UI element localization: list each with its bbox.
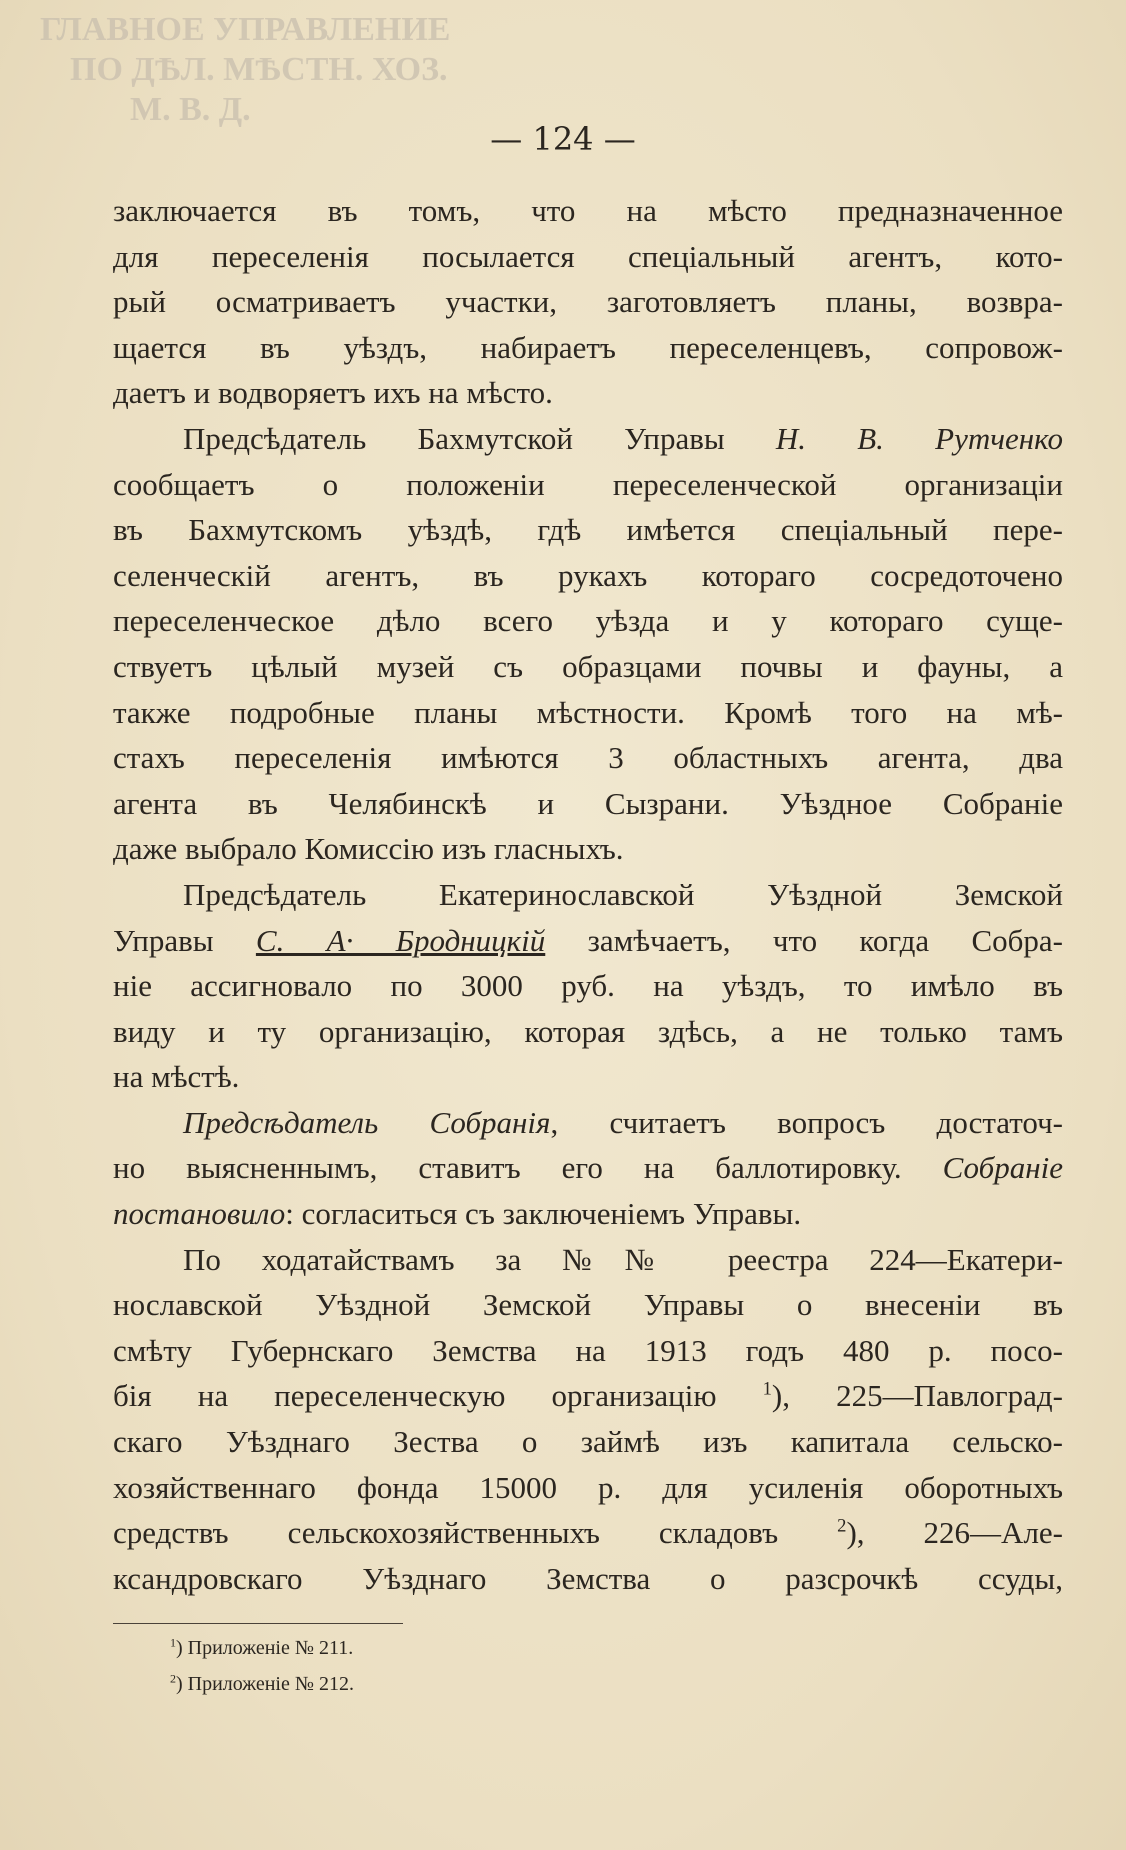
footnotes — [170, 1630, 354, 1702]
text-span: ), 226—Але- — [846, 1515, 1063, 1551]
text-line: заключается въ томъ, что на мѣсто предназначенное — [113, 193, 1063, 228]
text-line: ніе ассигновало по 3000 руб. на уѣздъ, то имѣло въ — [113, 968, 1063, 1004]
text-line: переселенческое дѣло всего уѣзда и у котораго суще- — [113, 603, 1063, 639]
footnote-mark: 1 — [170, 1635, 176, 1650]
text-line — [113, 1145, 1063, 1191]
text-span: Предсѣдатель Бахмутской Управы — [183, 420, 776, 456]
text-line: По ходатайствамъ за №№ реестра 224—Екатери- — [183, 1241, 1063, 1277]
text-span: бія на переселенческую организацію — [113, 1378, 763, 1414]
text-line: селенческій агентъ, въ рукахъ котораго сосредоточено — [113, 557, 1063, 593]
speaker-name: Предсѣдатель Собранія — [183, 1104, 551, 1140]
text-line: смѣту Губернскаго Земства на 1913 годъ 480 р. посо- — [113, 1332, 1063, 1368]
stamp-line: ПО ДѢЛ. МѢСТН. ХОЗ. — [70, 51, 448, 88]
footnote-divider — [113, 1623, 403, 1624]
text-line: даже выбрало Комиссію изъ гласныхъ. — [113, 831, 624, 867]
text-line: на мѣстѣ. — [113, 1059, 240, 1095]
text-line: Предсѣдатель Екатеринославской Уѣздной Земской — [183, 876, 1063, 912]
footnote-text: ) Приложеніе № 212. — [176, 1673, 354, 1695]
text-span: но выясненнымъ, ставитъ его на баллотировку. — [113, 1150, 943, 1186]
text-line: нославской Уѣздной Земской Управы о внесеніи въ — [113, 1287, 1063, 1323]
text-line: скаго Уѣзднаго Зества о займѣ изъ капитала сельско- — [113, 1424, 1063, 1460]
text-line: для переселенія посылается спеціальный агентъ, кото- — [113, 238, 1063, 274]
text-span: замѣчаетъ, что когда Собра- — [545, 922, 1063, 958]
text-line — [113, 1100, 1063, 1146]
text-span: , считаетъ вопросъ достаточ- — [550, 1104, 1063, 1140]
text-span: ), 225—Павлоград- — [771, 1378, 1063, 1414]
text-line — [113, 1373, 1063, 1419]
text-line: также подробные планы мѣстности. Кромѣ того на мѣ- — [113, 694, 1063, 730]
text-line: даетъ и водворяетъ ихъ на мѣсто. — [113, 375, 553, 411]
text-span: Управы — [113, 922, 256, 958]
resolution-label: постановило — [113, 1196, 286, 1232]
stamp-line: М. В. Д. — [130, 91, 251, 128]
footnote-ref: 2 — [837, 1515, 847, 1537]
footnote-mark: 2 — [170, 1671, 176, 1686]
footnote-text: ) Приложеніе № 211. — [176, 1637, 354, 1659]
text-line: агента въ Челябинскѣ и Сызрани. Уѣздное Собраніе — [113, 785, 1063, 821]
text-line — [113, 1510, 1063, 1556]
speaker-name: Н. В. Рутченко — [775, 420, 1063, 456]
footnote — [170, 1630, 354, 1666]
page-number: — 124 — — [490, 120, 636, 158]
text-line: ствуетъ цѣлый музей съ образцами почвы и фауны, а — [113, 648, 1063, 684]
resolution-label: Собраніе — [942, 1150, 1063, 1186]
text-line: виду и ту организацію, которая здѣсь, а не только тамъ — [113, 1013, 1063, 1049]
text-line: ксандровскаго Уѣзднаго Земства о разсрочкѣ ссуды, — [113, 1560, 1063, 1596]
text-line — [113, 1191, 1063, 1237]
text-line: сообщаетъ о положеніи переселенческой организаціи — [113, 466, 1063, 502]
text-line: рый осматриваетъ участки, заготовляетъ планы, возвра- — [113, 284, 1063, 320]
text-line — [113, 416, 1063, 462]
footnote — [170, 1666, 354, 1702]
text-line: стахъ переселенія имѣются 3 областныхъ агента, два — [113, 740, 1063, 776]
text-span: средствъ сельскохозяйственныхъ складовъ — [113, 1515, 838, 1551]
text-line: хозяйственнаго фонда 15000 р. для усиленія оборотныхъ — [113, 1469, 1063, 1505]
text-line — [113, 918, 1063, 964]
footnote-ref: 1 — [762, 1379, 772, 1401]
text-line: щается въ уѣздъ, набираетъ переселенцевъ, сопровож- — [113, 329, 1063, 365]
text-span: : согласиться съ заключеніемъ Управы. — [285, 1196, 802, 1232]
text-line: въ Бахмутскомъ уѣздѣ, гдѣ имѣется спеціальный пере- — [113, 512, 1063, 548]
stamp-line: ГЛАВНОЕ УПРАВЛЕНИЕ — [40, 11, 451, 48]
body-text — [113, 188, 1063, 1601]
speaker-name: С. А· Бродницкій — [255, 922, 546, 958]
